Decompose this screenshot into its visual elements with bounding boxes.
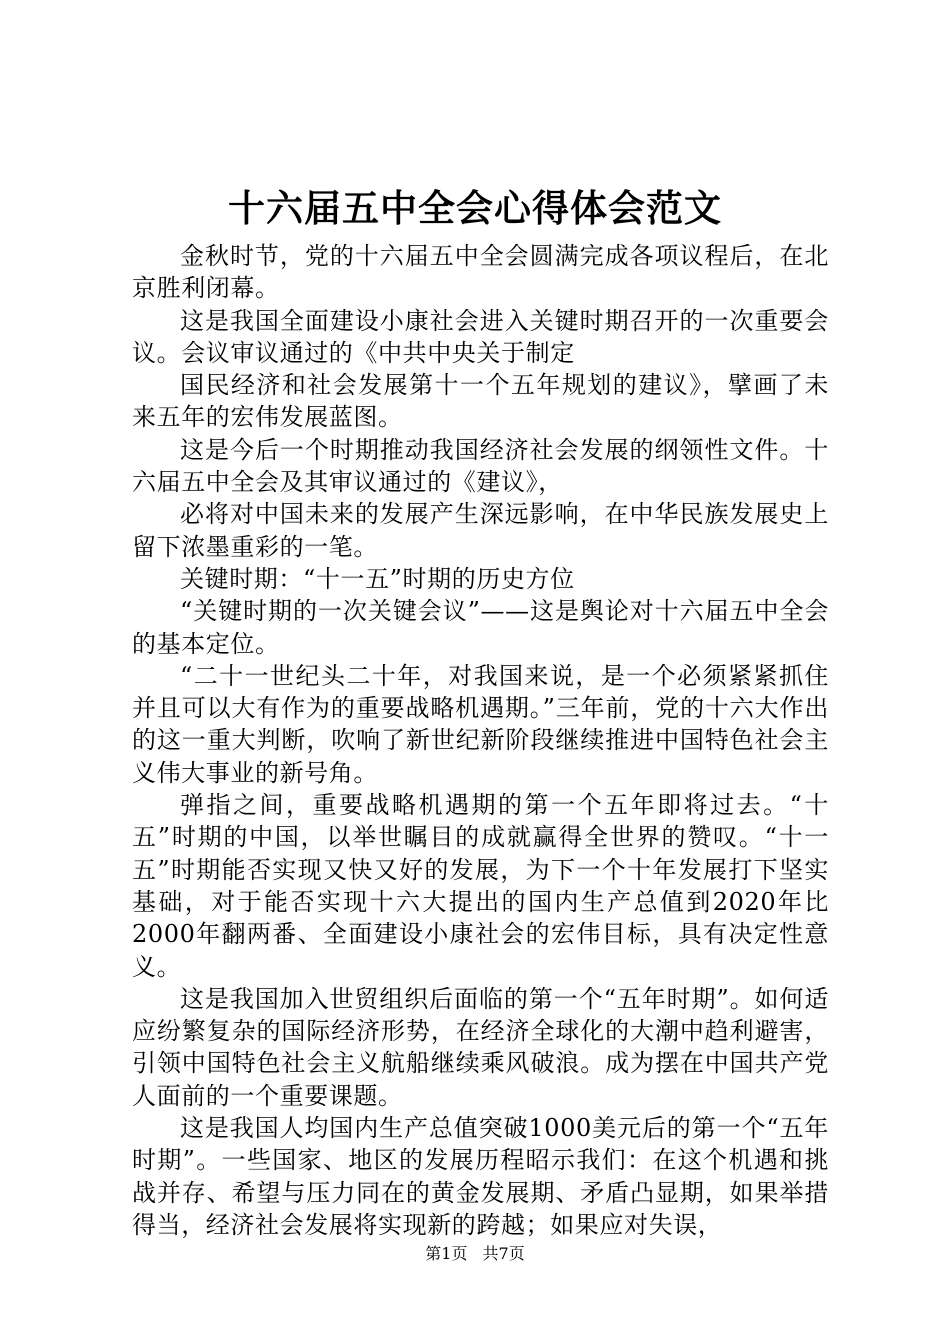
section-heading: 关键时期：“十一五”时期的历史方位: [180, 564, 575, 593]
paragraph: 这是我国全面建设小康社会进入关键时期召开的一次重要会议。会议审议通过的《中共中央关于制定: [132, 306, 829, 367]
page-number: 第1页: [425, 1244, 468, 1263]
page-footer: [0, 1242, 950, 1266]
paragraph: 必将对中国未来的发展产生深远影响，在中华民族发展史上留下浓墨重彩的一笔。: [132, 500, 829, 561]
document-title: 十六届五中全会心得体会范文: [228, 186, 722, 230]
document-body: [132, 240, 829, 1241]
paragraph: 弹指之间，重要战略机遇期的第一个五年即将过去。“十五”时期的中国，以举世瞩目的成就赢得全世界的赞叹。“十一五”时期能否实现又快又好的发展，为下一个十年发展打下坚实基础，对于能否实现十六大提出的国内生产总值到2020年比2000年翻两番、全面建设小康社会的宏伟目标，具有决定性意义。: [132, 791, 829, 981]
paragraph: 金秋时节，党的十六届五中全会圆满完成各项议程后，在北京胜利闭幕。: [132, 242, 829, 303]
paragraph: “关键时期的一次关键会议”——这是舆论对十六届五中全会的基本定位。: [132, 597, 829, 658]
paragraph: 这是今后一个时期推动我国经济社会发展的纲领性文件。十六届五中全会及其审议通过的《建议》，: [132, 435, 829, 497]
paragraph: 国民经济和社会发展第十一个五年规划的建议》，擘画了未来五年的宏伟发展蓝图。: [132, 371, 829, 432]
paragraph: 这是我国人均国内生产总值突破1000美元后的第一个“五年时期”。一些国家、地区的发展历程昭示我们：在这个机遇和挑战并存、希望与压力同在的黄金发展期、矛盾凸显期，如果举措得当，经济社会发展将实现新的跨越；如果应对失误，: [132, 1114, 829, 1239]
paragraph: “二十一世纪头二十年，对我国来说，是一个必须紧紧抓住并且可以大有作为的重要战略机遇期。”三年前，党的十六大作出的这一重大判断，吹响了新世纪新阶段继续推进中国特色社会主义伟大事业的新号角。: [132, 661, 829, 787]
page-total: 共7页: [482, 1244, 525, 1263]
paragraph: 这是我国加入世贸组织后面临的第一个“五年时期”。如何适应纷繁复杂的国际经济形势，在经济全球化的大潮中趋利避害，引领中国特色社会主义航船继续乘风破浪。成为摆在中国共产党人面前的一个重要课题。: [132, 984, 829, 1110]
